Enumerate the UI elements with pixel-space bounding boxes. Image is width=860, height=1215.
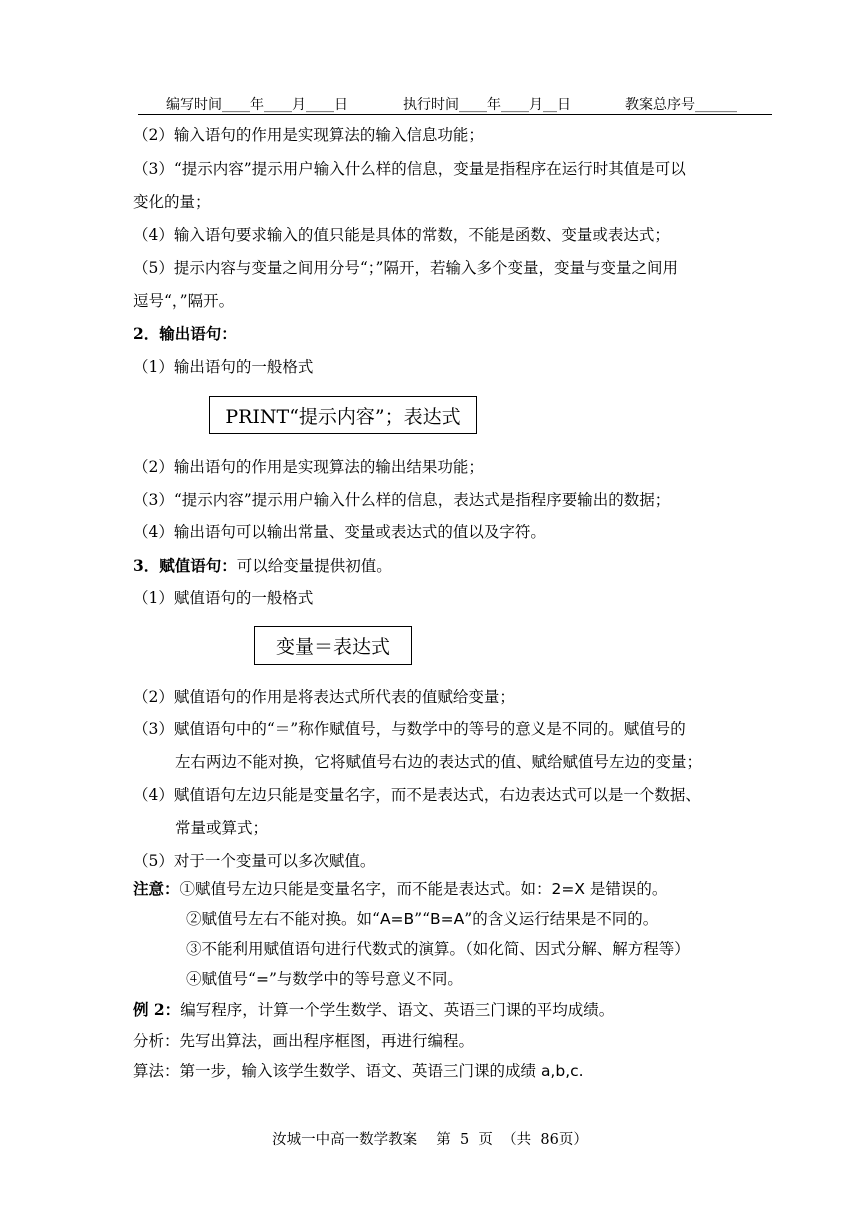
assign-format-box: 变量＝表达式: [254, 626, 412, 665]
algorithm-line: 算法：第一步，输入该学生数学、语文、英语三门课的成绩 a,b,c.: [133, 1062, 584, 1080]
text-line: （4）输入语句要求输入的值只能是具体的常数，不能是函数、变量或表达式；: [133, 226, 670, 244]
text-line: （5）提示内容与变量之间用分号“；”隔开，若输入多个变量，变量与变量之间用: [133, 259, 678, 277]
note-line-3: ③不能利用赋值语句进行代数式的演算。（如化简、因式分解、解方程等）: [186, 940, 690, 958]
section-title-output: 2．输出语句：: [133, 324, 237, 343]
text-line: （3）“提示内容”提示用户输入什么样的信息，变量是指程序在运行时其值是可以: [133, 160, 686, 178]
note-line-4: ④赋值号“=”与数学中的等号意义不同。: [186, 970, 463, 988]
note-line-1: 注意：①赋值号左边只能是变量名字，而不能是表达式。如：2=X 是错误的。: [133, 879, 668, 898]
note-line-2: ②赋值号左右不能对换。如“A=B”“B=A”的含义运行结果是不同的。: [186, 910, 659, 928]
write-time: 编写时间____年____月____日: [166, 97, 348, 113]
example-line: 例 2：编写程序，计算一个学生数学、语文、英语三门课的平均成绩。: [133, 1000, 615, 1019]
text-line: （4）输出语句可以输出常量、变量或表达式的值以及字符。: [133, 523, 546, 541]
text-line: （2）输入语句的作用是实现算法的输入信息功能；: [133, 126, 484, 144]
text-line: 左右两边不能对换，它将赋值号右边的表达式的值、赋给赋值号左边的变量；: [175, 753, 703, 771]
text-line: （3）“提示内容”提示用户输入什么样的信息，表达式是指程序要输出的数据；: [133, 491, 671, 509]
page-footer: 汝城一中高一数学教案 第 5 页 （共 86页）: [272, 1132, 588, 1148]
text-line: 常量或算式；: [175, 819, 269, 837]
print-format-box: PRINT“提示内容”；表达式: [209, 396, 477, 434]
text-line: （1）赋值语句的一般格式: [133, 589, 314, 607]
text-line: （2）赋值语句的作用是将表达式所代表的值赋给变量；: [133, 688, 515, 706]
plan-number: 教案总序号______: [625, 97, 737, 113]
text-line: （1）输出语句的一般格式: [133, 358, 314, 376]
section-title-assign: 3．赋值语句：可以给变量提供初值。: [133, 556, 392, 575]
text-line: （2）输出语句的作用是实现算法的输出结果功能；: [133, 458, 484, 476]
text-line: 逗号“，”隔开。: [133, 292, 235, 310]
text-line: （4）赋值语句左边只能是变量名字，而不是表达式，右边表达式可以是一个数据、: [133, 786, 701, 804]
page-header: [138, 92, 772, 115]
analysis-line: 分析：先写出算法，画出程序框图，再进行编程。: [133, 1032, 475, 1050]
exec-time: 执行时间____年____月__日: [403, 97, 571, 113]
text-line: 变化的量；: [133, 193, 211, 211]
text-line: （3）赋值语句中的“＝”称作赋值号，与数学中的等号的意义是不同的。赋值号的: [133, 720, 686, 738]
text-line: （5）对于一个变量可以多次赋值。: [133, 852, 376, 870]
